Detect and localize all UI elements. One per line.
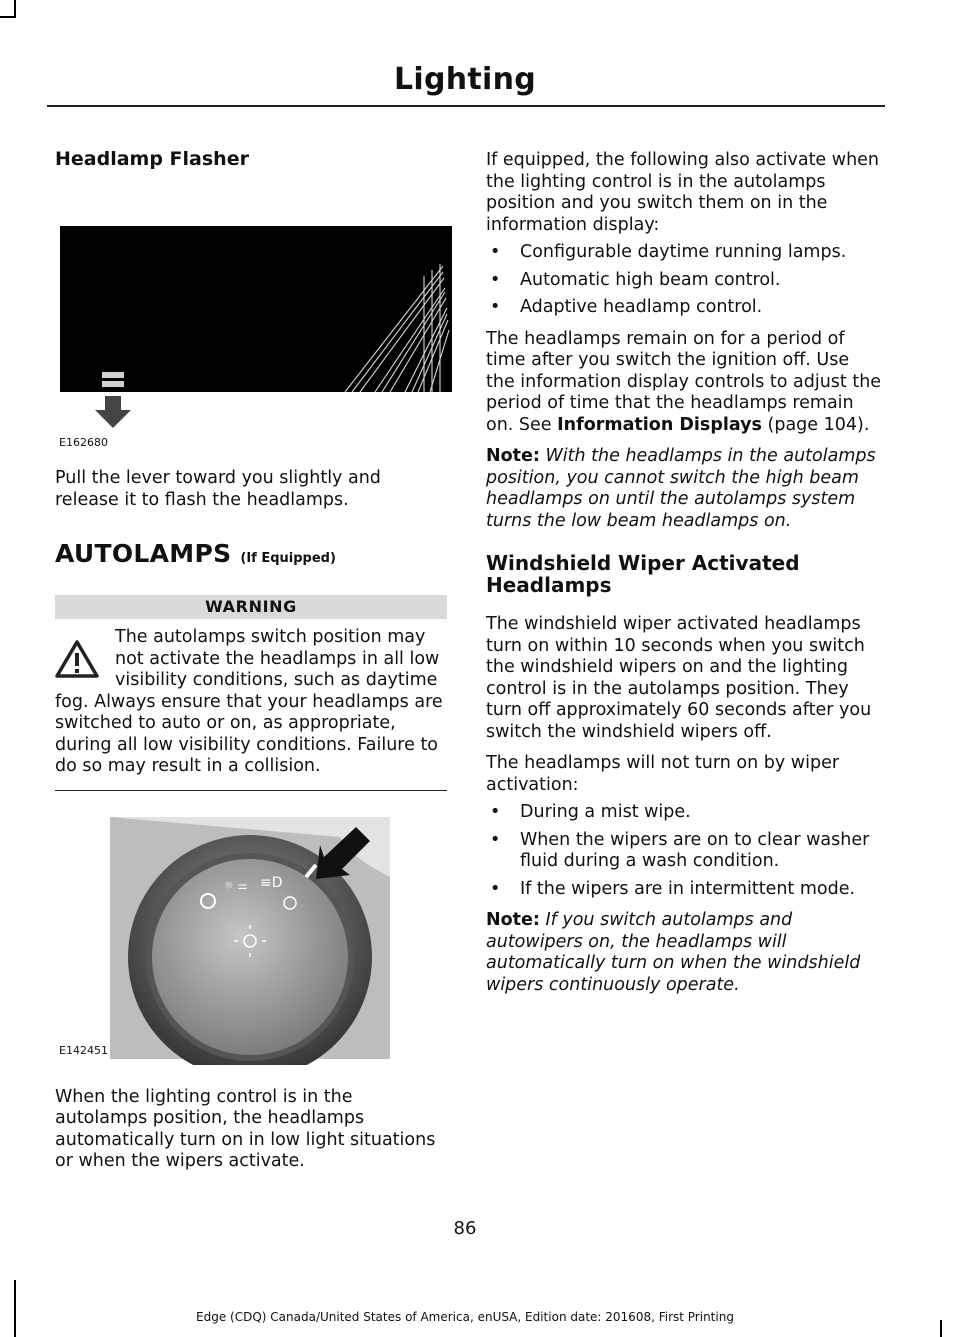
warning-text-2: fog. Always ensure that your headlamps are switched to auto or on, as appropriate, during all low visibility conditions. Failure to do so may result in a collision.: [55, 691, 443, 776]
figure-code: E142451: [59, 1043, 108, 1057]
wiper-exception-list: [486, 802, 882, 900]
warning-triangle-icon: [55, 639, 99, 679]
wiper-heading: Windshield Wiper Activated Headlamps: [486, 551, 800, 597]
note-2: [486, 910, 882, 996]
warning-text-1: The autolamps switch position may not activate the headlamps in all low visibility conditions, such as daytime: [115, 627, 440, 690]
header-divider: [47, 105, 885, 107]
note-label: Note:: [486, 910, 540, 930]
page-number: 86: [453, 1218, 477, 1239]
svg-text:≡D: ≡D: [260, 874, 283, 891]
autolamps-heading-suffix: (If Equipped): [240, 551, 336, 566]
crop-mark: [14, 1280, 16, 1337]
wiper-not-text: The headlamps will not turn on by wiper activation:: [486, 753, 840, 795]
lighting-control-figure: [55, 817, 447, 1067]
svg-text:☼ ⚌: ☼ ⚌: [224, 878, 248, 892]
crop-mark: [0, 16, 16, 18]
right-column: [486, 148, 882, 996]
flasher-heading: Headlamp Flasher: [55, 148, 249, 170]
intro-text: If equipped, the following also activate when the lighting control is in the autolamps position and you switch them on in the information display:: [486, 150, 880, 235]
headlamp-flasher-figure: [55, 226, 447, 449]
information-displays-link[interactable]: Information Displays: [557, 414, 762, 435]
list-item: • Adaptive headlamp control.: [490, 297, 763, 317]
autolamps-heading-text: AUTOLAMPS: [55, 539, 232, 568]
left-column: [55, 148, 447, 1173]
list-item: • If the wipers are in intermittent mode.: [490, 878, 856, 899]
feature-list: [486, 242, 882, 319]
note-text: If you switch autolamps and autowipers on, the headlamps will automatically turn on when the windshield wipers continuously operate.: [486, 910, 861, 995]
list-item: • Automatic high beam control.: [490, 269, 781, 290]
figure-code: E162680: [59, 436, 108, 449]
warning-banner: WARNING: [55, 595, 447, 619]
list-item: • When the wipers are on to clear washer fluid during a wash condition.: [490, 829, 870, 871]
autolamps-text: When the lighting control is in the autolamps position, the headlamps automatically turn on in low light situations or when the wipers activate.: [55, 1086, 436, 1171]
crop-mark: [940, 1320, 942, 1337]
note-1: [486, 446, 882, 532]
list-item: • Configurable daytime running lamps.: [490, 242, 847, 262]
list-item: • During a mist wipe.: [490, 802, 691, 822]
flasher-text: Pull the lever toward you slightly and release it to flash the headlamps.: [55, 468, 381, 510]
lighting-control-dial-illustration: [110, 817, 410, 1065]
wiper-text: The windshield wiper activated headlamps turn on within 10 seconds when you switch the windshield wipers on and the lighting control is in the autolamps position. They turn off approximately 60 seconds after you switch the windshield wipers off.: [486, 614, 872, 742]
headlamp-flasher-illustration: [60, 226, 452, 396]
note-label: Note:: [486, 446, 540, 466]
arrow-down-icon: [93, 396, 133, 430]
autolamps-heading: [55, 539, 447, 568]
footer-text: Edge (CDQ) Canada/United States of America, enUSA, Edition date: 201608, First Printing: [196, 1310, 734, 1324]
warning-divider: [55, 790, 447, 791]
page-title: Lighting: [393, 62, 537, 97]
remain-text: The headlamps remain on for a period of time after you switch the ignition off. Use the information display controls to adjust the period of time that the headlamps remain on. See Information Displays (page 104).: [486, 328, 882, 435]
warning-body: [55, 627, 447, 791]
note-text: With the headlamps in the autolamps position, you cannot switch the high beam headlamps on until the autolamps system turns the low beam headlamps on.: [486, 446, 876, 531]
